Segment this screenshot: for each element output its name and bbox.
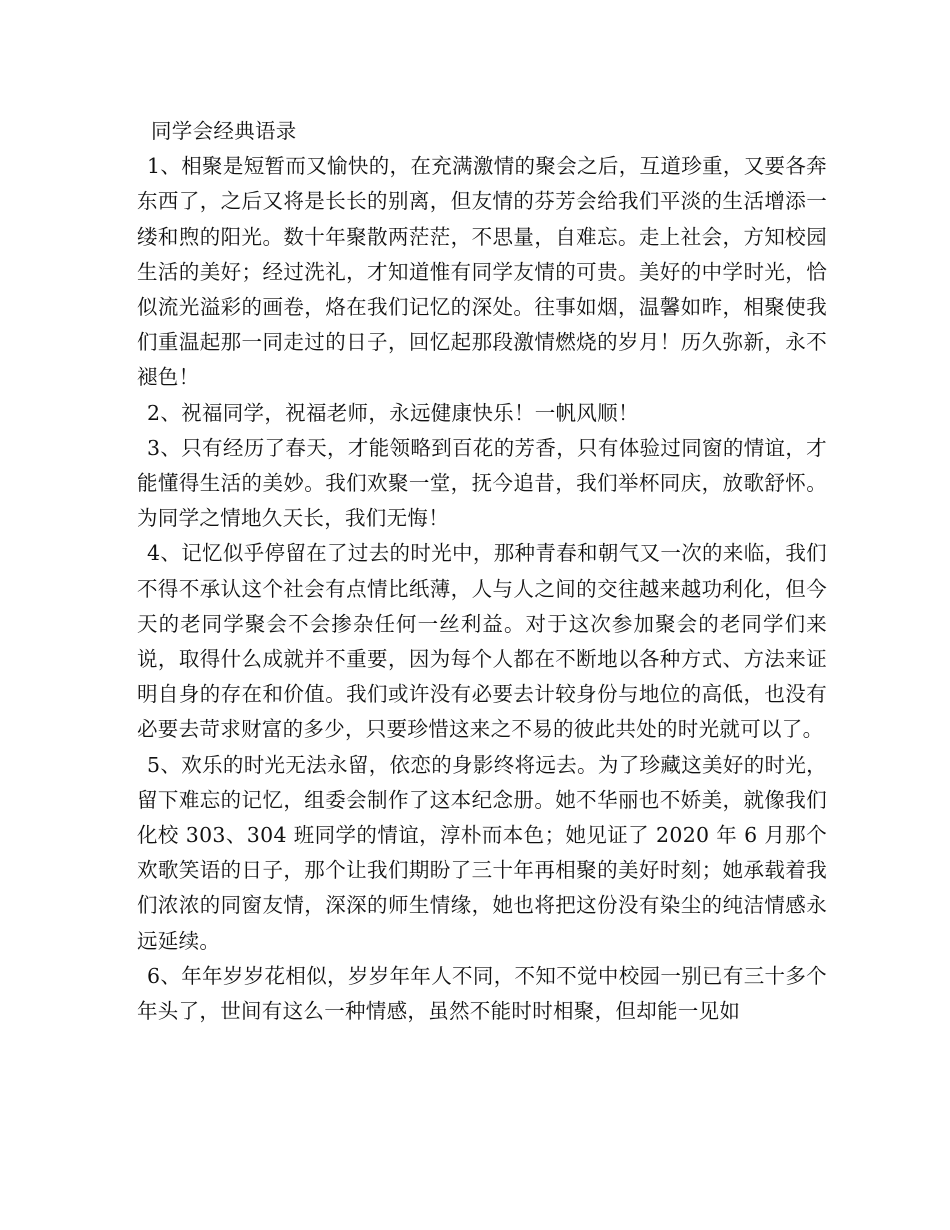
- paragraph-5: 5、欢乐的时光无法永留，依恋的身影终将远去。为了珍藏这美好的时光，留下难忘的记忆，组委会制作了这本纪念册。她不华丽也不娇美，就像我们化校 303、304 班同学的情谊，淳朴而本色；她见证了 2020 年 6 月那个欢歌笑语的日子，那个让我们期盼了三十年再相聚的美好时刻；她承载着我们浓浓的同窗友情，深深的师生情缘，她也将把这份没有染尘的纯洁情感永远延续。: [137, 752, 827, 953]
- document-title: 同学会经典语录: [151, 119, 297, 143]
- paragraph-2: 2、祝福同学，祝福老师，永远健康快乐！一帆风顺！: [147, 400, 639, 425]
- paragraph-1: 1、相聚是短暂而又愉快的，在充满激情的聚会之后，互道珍重，又要各奔东西了，之后又将是长长的别离，但友情的芬芳会给我们平淡的生活增添一缕和煦的阳光。数十年聚散两茫茫，不思量，自难忘。走上社会，方知校园生活的美好；经过洗礼，才知道惟有同学友情的可贵。美好的中学时光，恰似流光溢彩的画卷，烙在我们记忆的深处。往事如烟，温馨如昨，相聚使我们重温起那一同走过的日子，回忆起那段激情燃烧的岁月！历久弥新，永不褪色！: [137, 154, 827, 390]
- paragraph-4: 4、记忆似乎停留在了过去的时光中，那种青春和朝气又一次的来临，我们不得不承认这个社会有点情比纸薄，人与人之间的交往越来越功利化，但今天的老同学聚会不会掺杂任何一丝利益。对于这次参加聚会的老同学们来说，取得什么成就并不重要，因为每个人都在不断地以各种方式、方法来证明自身的存在和价值。我们或许没有必要去计较身份与地位的高低，也没有必要去苛求财富的多少，只要珍惜这来之不易的彼此共处的时光就可以了。: [137, 541, 827, 742]
- paragraph-3: 3、只有经历了春天，才能领略到百花的芳香，只有体验过同窗的情谊，才能懂得生活的美妙。我们欢聚一堂，抚今追昔，我们举杯同庆，放歌舒怀。为同学之情地久天长，我们无悔！: [137, 435, 827, 531]
- document-body: [137, 114, 827, 1029]
- paragraph-6: 6、年年岁岁花相似，岁岁年年人不同，不知不觉中校园一别已有三十多个年头了，世间有这么一种情感，虽然不能时时相聚，但却能一见如: [137, 963, 827, 1024]
